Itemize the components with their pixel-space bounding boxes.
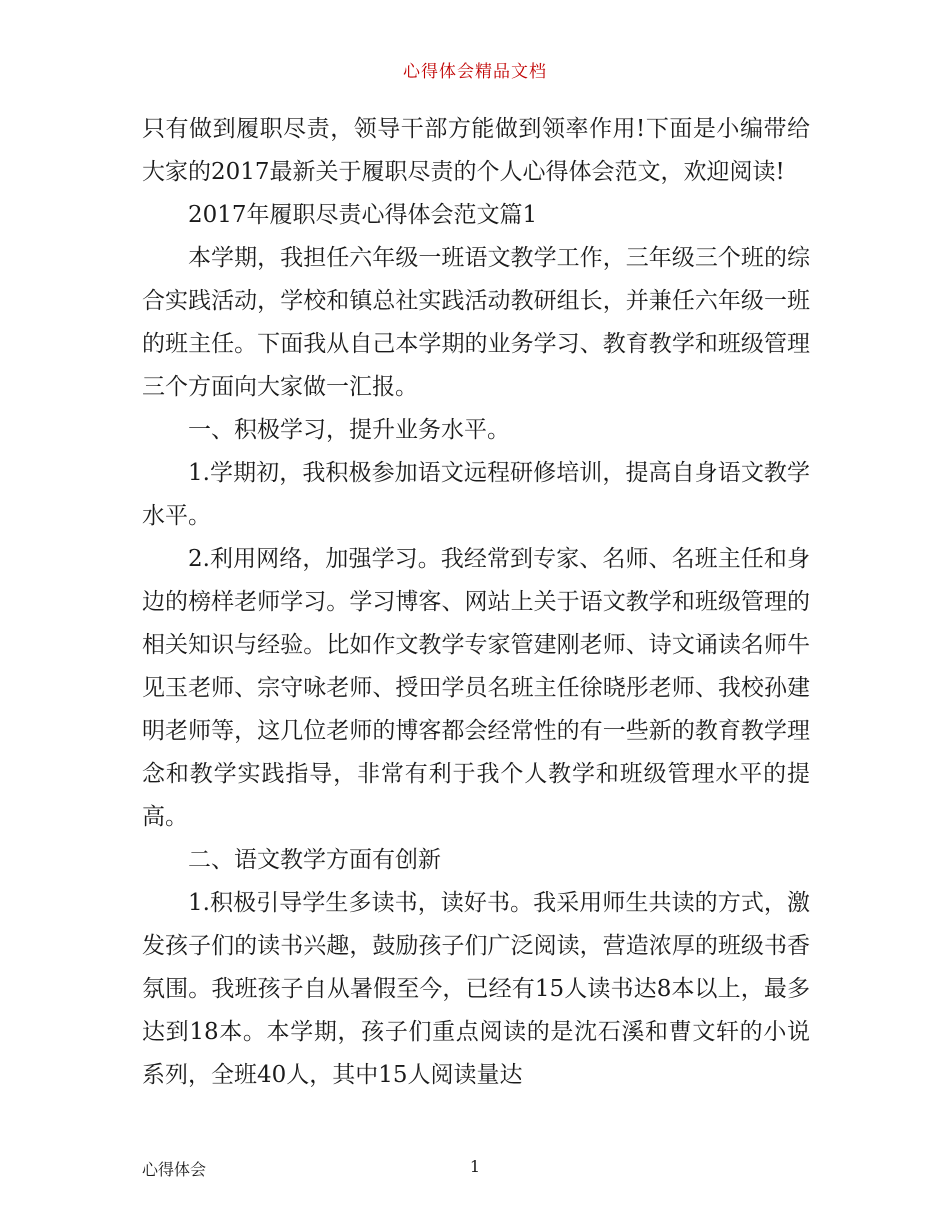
- paragraph-overview: 本学期，我担任六年级一班语文教学工作，三年级三个班的综合实践活动，学校和镇总社实践活动教研组长，并兼任六年级一班的班主任。下面我从自己本学期的业务学习、教育教学和班级管理三个方面向大家做一汇报。: [142, 245, 810, 400]
- page-number: 1: [469, 1157, 481, 1176]
- paragraph-study-1: 1.学期初，我积极参加语文远程研修培训，提高自身语文教学水平。: [142, 460, 810, 529]
- document-body: [142, 108, 810, 1097]
- page-header-title: 心得体会精品文档: [403, 62, 547, 82]
- section-heading-article: 2017年履职尽责心得体会范文篇1: [188, 202, 538, 228]
- section-heading-teaching: 二、语文教学方面有创新: [188, 847, 441, 873]
- paragraph-study-2: 2.利用网络，加强学习。我经常到专家、名师、名班主任和身边的榜样老师学习。学习博客、网站上关于语文教学和班级管理的相关知识与经验。比如作文教学专家管建刚老师、诗文诵读名师牛见玉老师、宗守咏老师、授田学员名班主任徐晓彤老师、我校孙建明老师等，这几位老师的博客都会经常性的有一些新的教育教学理念和教学实践指导，非常有利于我个人教学和班级管理水平的提高。: [142, 546, 810, 830]
- footer-label: 心得体会: [142, 1160, 207, 1179]
- section-heading-study: 一、积极学习，提升业务水平。: [188, 417, 510, 443]
- paragraph-intro: 只有做到履职尽责，领导干部方能做到领率作用!下面是小编带给大家的2017最新关于履职尽责的个人心得体会范文，欢迎阅读!: [142, 116, 810, 185]
- paragraph-teaching-1: 1.积极引导学生多读书，读好书。我采用师生共读的方式，激发孩子们的读书兴趣，鼓励孩子们广泛阅读，营造浓厚的班级书香氛围。我班孩子自从暑假至今，已经有15人读书达8本以上，最多达到18本。本学期，孩子们重点阅读的是沈石溪和曹文轩的小说系列，全班40人，其中15人阅读量达: [142, 890, 810, 1088]
